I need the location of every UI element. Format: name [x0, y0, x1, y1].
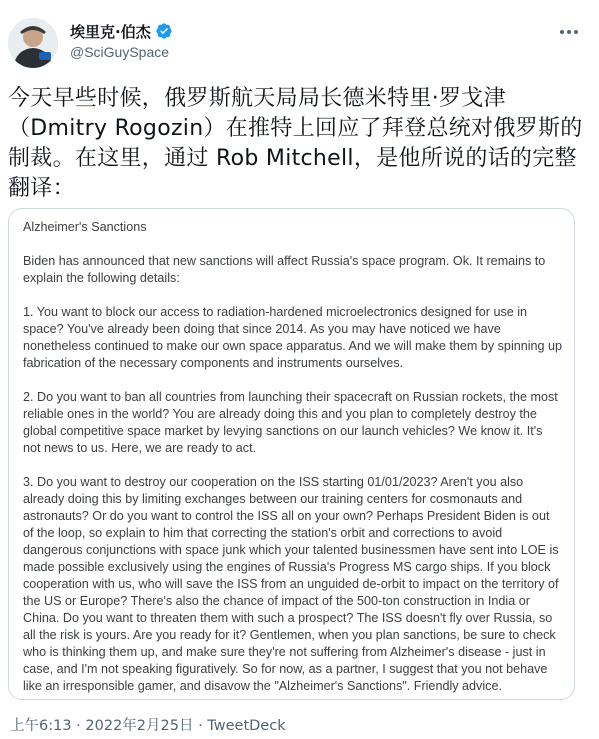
- tweet-text: 今天早些时候，俄罗斯航天局局长德米特里·罗戈津（Dmitry Rogozin）在推特上回应了拜登总统对俄罗斯的制裁。在这里，通过 Rob Mitchell，是他所说的话的完整翻译：: [8, 86, 583, 201]
- tweet-media-image[interactable]: [8, 208, 575, 700]
- tweet-metadata: [10, 714, 286, 735]
- document-title: Alzheimer's Sanctions: [23, 220, 147, 234]
- tweet-header: [8, 18, 583, 74]
- tweet-date[interactable]: 2022年2月25日: [85, 718, 194, 734]
- meta-separator: ·: [71, 718, 86, 734]
- document-paragraph: 3. Do you want to destroy our cooperation on the ISS starting 01/01/2023? Aren't you also already doing this by limiting exchanges between our training centers for cosmonauts and astronauts? Or do you want to control the ISS all on your own? Perhaps President Biden is out of the loop, so explain to him that correcting the station's orbit and corrections to avoid dangerous conjunctions with space junk which your talented businessmen have sent into LOE is made possible exclusively using the engines of Russia's Progress MS cargo ships. If you block cooperation with us, who will save the ISS from an unguided de-orbit to impact on the territory of the US or Europe? There's also the chance of impact of the 500-ton construction in India or China. Do you want to threaten them with such a prospect? The ISS doesn't fly over Russia, so all the risk is yours. Are you ready for it? Gentlemen, when you plan sanctions, be sure to check who is thinking them up, and make sure they're not suffering from Alzheimer's disease - just in case, and I'm not speaking figuratively. So for now, as a partner, I suggest that you not behave like an irresponsible gamer, and disavow the "Alzheimer's Sanctions". Friendly advice.: [23, 475, 559, 693]
- document-paragraph: 1. You want to block our access to radiation-hardened microelectronics designed for use in space? You've already been doing that since 2014. As you may have noticed we have nonetheless continued to make our own space apparatus. And we will make them by spinning up fabrication of the necessary components and instruments ourselves.: [23, 305, 563, 370]
- user-avatar[interactable]: [8, 18, 58, 68]
- author-handle[interactable]: @SciGuySpace: [70, 44, 170, 60]
- tweet-time[interactable]: 上午6:13: [10, 718, 72, 734]
- meta-separator: ·: [193, 718, 208, 734]
- verified-badge-icon: [155, 22, 173, 40]
- author-display-name[interactable]: 埃里克·伯杰: [70, 22, 151, 41]
- tweet-client[interactable]: TweetDeck: [207, 718, 286, 734]
- more-options-icon[interactable]: [557, 22, 581, 42]
- avatar-image: [8, 18, 58, 68]
- document-paragraph: Biden has announced that new sanctions will affect Russia's space program. Ok. It remains to explain the following details:: [23, 254, 546, 285]
- translation-document: [23, 219, 563, 700]
- document-paragraph: 2. Do you want to ban all countries from launching their spacecraft on Russian rockets, the most reliable ones in the world? You are already doing this and you plan to completely destroy the global competitive space market by levying sanctions on our launch vehicles? We know it. It's not news to us. Here, we are ready to act.: [23, 390, 558, 455]
- display-name-row: [70, 20, 173, 42]
- author-names: [70, 20, 173, 60]
